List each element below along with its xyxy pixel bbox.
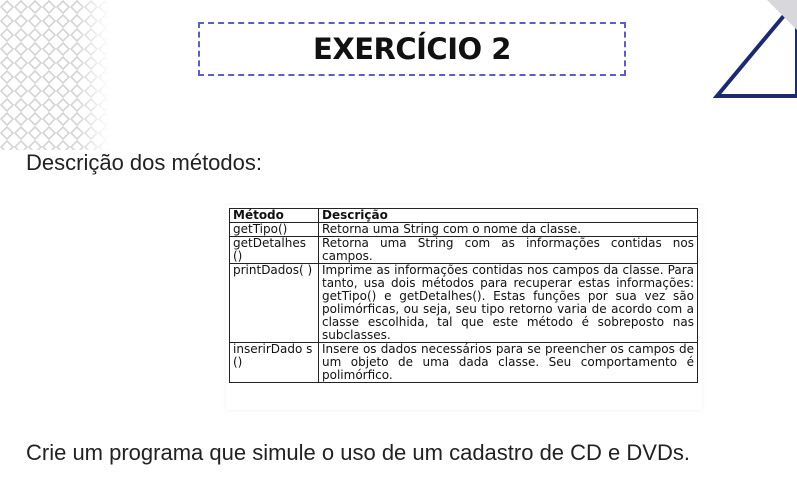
table-row: [230, 264, 698, 343]
decorative-slash-shape: [687, 0, 797, 100]
table-row: [230, 343, 698, 383]
decorative-diamond-pattern: [0, 0, 110, 150]
methods-table: [229, 208, 698, 383]
method-name: inserirDado s(): [230, 343, 319, 383]
table-row: [230, 237, 698, 264]
method-description: Retorna uma String com o nome da classe.: [319, 223, 698, 237]
exercise-instruction: Crie um programa que simule o uso de um cadastro de CD e DVDs.: [26, 440, 690, 465]
method-name: printDados( ): [230, 264, 319, 343]
header-method: Método: [230, 209, 319, 223]
page-title: EXERCÍCIO 2: [313, 32, 511, 66]
header-description: Descrição: [319, 209, 698, 223]
method-description: Insere os dados necessários para se preencher os campos de um objeto de uma dada classe. Seu comportamento é polimórfico.: [319, 343, 698, 383]
methods-table-image: [226, 205, 702, 410]
method-name: getTipo(): [230, 223, 319, 237]
method-description: Retorna uma String com as informações contidas nos campos.: [319, 237, 698, 264]
method-name: getDetalhes (): [230, 237, 319, 264]
method-description: Imprime as informações contidas nos campos da classe. Para tanto, usa dois métodos para recuperar estas informações: getTipo() e getDetalhes(). Estas funções por sua vez são polimórficas, ou seja, seu tipo retorno varia de acordo com a classe escolhida, tal que este método é sobreposto nas subclasses.: [319, 264, 698, 343]
title-box: [198, 22, 626, 76]
section-subtitle: Descrição dos métodos:: [26, 150, 262, 175]
table-row: [230, 223, 698, 237]
table-header-row: [230, 209, 698, 223]
